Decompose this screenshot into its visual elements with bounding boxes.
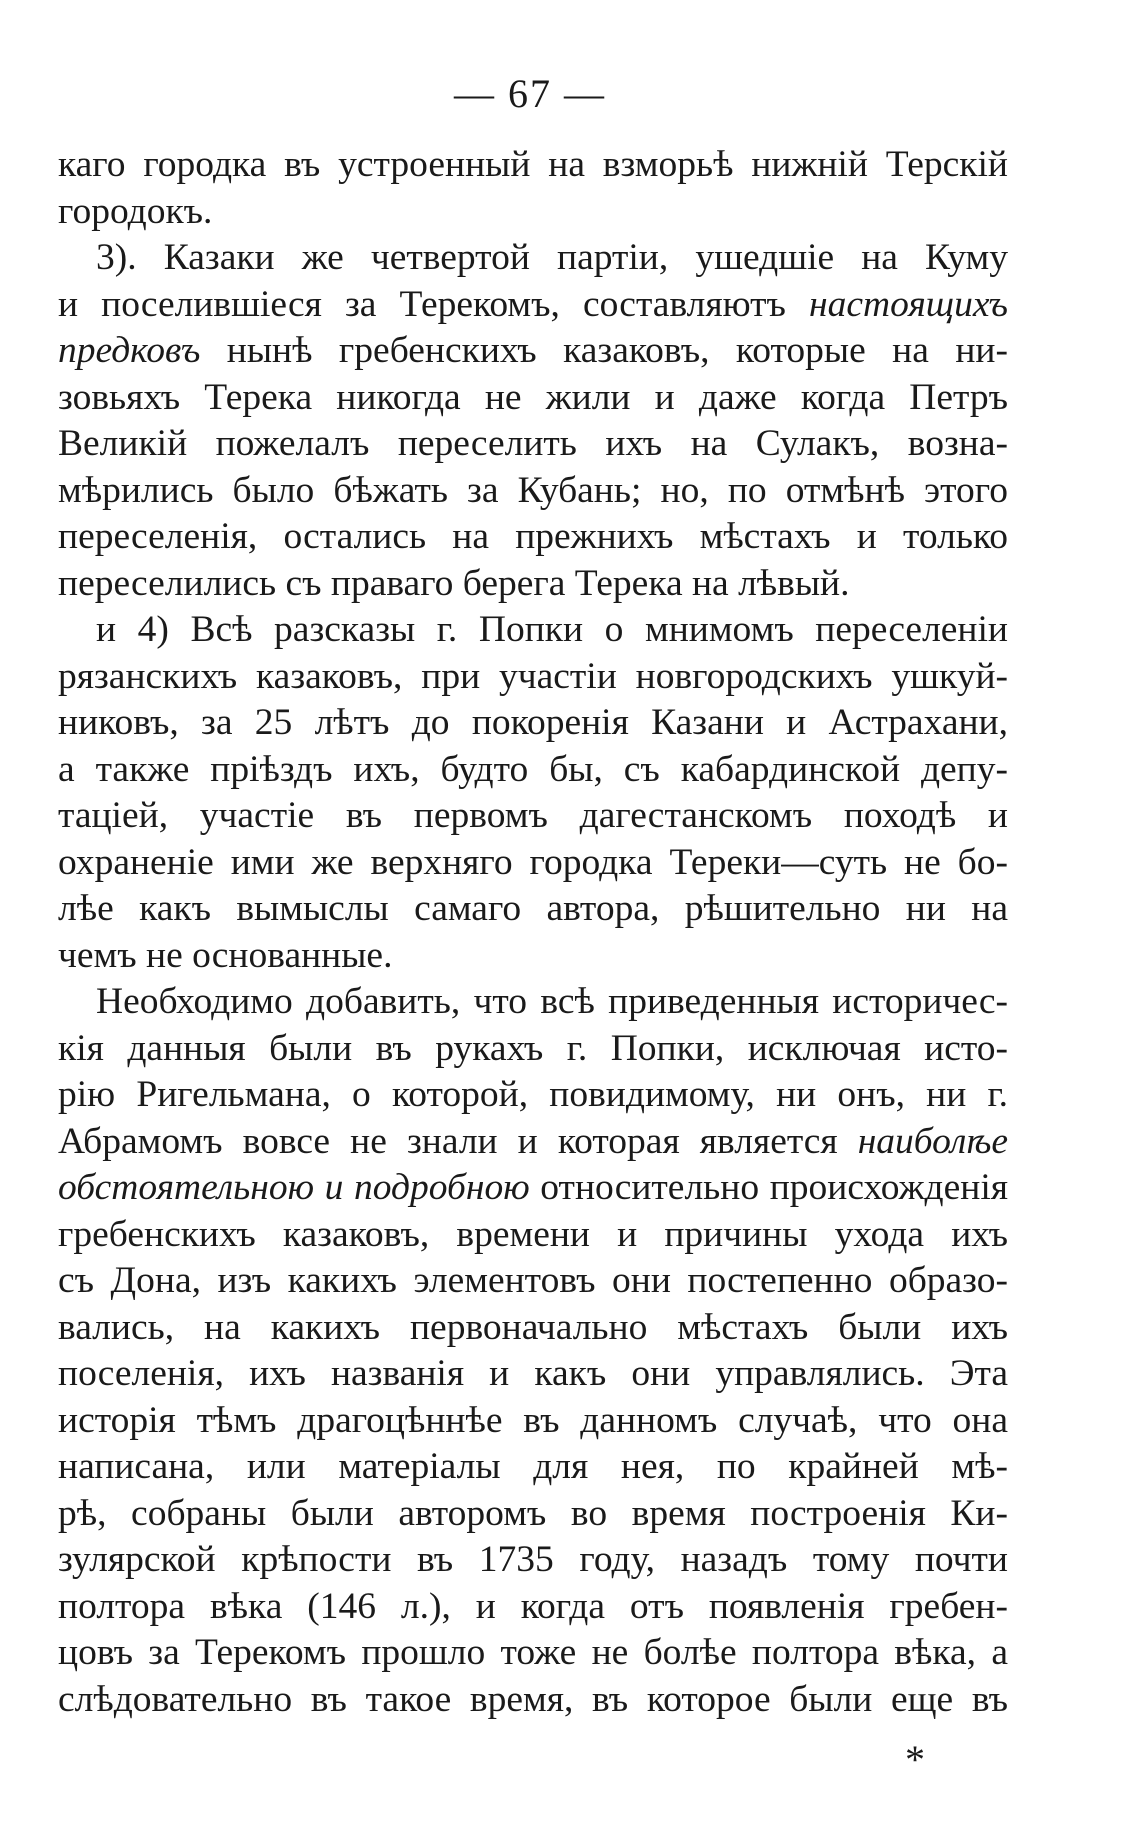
text-line	[58, 886, 1008, 933]
text-segment: съ Дона, изъ какихъ элементовъ они постепенно образо-	[58, 1260, 1008, 1301]
text-segment: и поселившіеся за Терекомъ, составляютъ	[58, 283, 809, 325]
text-line	[58, 1212, 1008, 1259]
page-number: — 67 —	[454, 71, 606, 116]
text-segment: Необходимо добавить, что всѣ приведенныя историчес-	[96, 981, 1008, 1022]
text-line	[58, 328, 1008, 375]
text-segment: городокъ.	[58, 190, 213, 232]
text-line	[58, 1072, 1008, 1119]
italic-segment: обстоятельною и подробною	[58, 1167, 530, 1208]
text-line	[58, 1165, 1008, 1212]
body-text	[58, 142, 1008, 1723]
footer-asterisk: *	[905, 1737, 925, 1782]
text-segment: кія данныя были въ рукахъ г. Попки, исключая исто-	[58, 1027, 1008, 1069]
italic-segment: настоящихъ	[809, 283, 1008, 325]
text-segment: цовъ за Терекомъ прошло тоже не болѣе полтора вѣка, а	[58, 1632, 1008, 1673]
text-line	[58, 1305, 1008, 1352]
text-segment: и 4) Всѣ разсказы г. Попки о мнимомъ переселеніи	[96, 609, 1008, 650]
text-line	[58, 1677, 1008, 1724]
text-line	[58, 933, 1008, 980]
text-segment: Абрамомъ вовсе не знали и которая является	[58, 1120, 858, 1162]
text-line	[58, 375, 1008, 422]
text-line	[58, 747, 1008, 794]
text-segment: Великій пожелалъ переселить ихъ на Сулакъ, возна-	[58, 423, 1008, 464]
text-line	[58, 235, 1008, 282]
text-line	[58, 979, 1008, 1026]
text-segment: рѣ, собраны были авторомъ во время построенія Ки-	[58, 1492, 1008, 1534]
text-segment: слѣдовательно въ такое время, въ которое были еще въ	[58, 1678, 1008, 1720]
text-segment: нынѣ гребенскихъ казаковъ, которые на ни-	[200, 330, 1008, 371]
text-segment: написана, или матеріалы для нея, по крайней мѣ-	[58, 1446, 1008, 1487]
text-line	[58, 1258, 1008, 1305]
text-segment: гребенскихъ казаковъ, времени и причины ухода ихъ	[58, 1213, 1008, 1255]
text-line	[58, 514, 1008, 561]
text-line	[58, 840, 1008, 887]
text-line	[58, 1119, 1008, 1166]
text-line	[58, 468, 1008, 515]
text-line	[58, 1444, 1008, 1491]
text-segment: чемъ не основанные.	[58, 934, 393, 976]
text-line	[58, 1398, 1008, 1445]
text-segment: никовъ, за 25 лѣтъ до покоренія Казани и Астрахани,	[58, 702, 1008, 743]
text-segment: лѣе какъ вымыслы самаго автора, рѣшительно ни на	[58, 888, 1008, 929]
text-line	[58, 282, 1008, 329]
italic-segment: наиболѣе	[857, 1120, 1008, 1162]
text-line	[58, 1026, 1008, 1073]
text-segment: зулярской крѣпости въ 1735 году, назадъ тому почти	[58, 1539, 1008, 1580]
text-line	[58, 1351, 1008, 1398]
text-segment: относительно происхожденія	[529, 1167, 1008, 1208]
text-segment: исторія тѣмъ драгоцѣннѣе въ данномъ случаѣ, что она	[58, 1399, 1008, 1441]
text-segment: вались, на какихъ первоначально мѣстахъ были ихъ	[58, 1306, 1008, 1348]
text-line	[58, 700, 1008, 747]
text-segment: 3). Казаки же четвертой партіи, ушедшіе на Куму	[96, 237, 1008, 278]
text-segment: рязанскихъ казаковъ, при участіи новгородскихъ ушкуй-	[58, 655, 1008, 697]
text-segment: охраненіе ими же верхняго городка Тереки—суть не бо-	[58, 841, 1008, 883]
text-segment: переселенія, остались на прежнихъ мѣстахъ и только	[58, 516, 1008, 557]
text-line	[58, 1584, 1008, 1631]
text-line	[58, 607, 1008, 654]
text-line	[58, 142, 1008, 189]
text-segment: мѣрились было бѣжать за Кубань; но, по отмѣнѣ этого	[58, 469, 1008, 511]
text-segment: а также пріѣздъ ихъ, будто бы, съ кабардинской депу-	[58, 748, 1008, 790]
text-line	[58, 1491, 1008, 1538]
text-segment: зовьяхъ Терека никогда не жили и даже когда Петръ	[58, 376, 1008, 418]
text-line	[58, 561, 1008, 608]
text-segment: рію Ригельмана, о которой, повидимому, ни онъ, ни г.	[58, 1074, 1008, 1115]
text-segment: таціей, участіе въ первомъ дагестанскомъ походѣ и	[58, 795, 1008, 836]
text-segment: переселились съ праваго берега Терека на лѣвый.	[58, 562, 850, 604]
text-line	[58, 421, 1008, 468]
text-segment: полтора вѣка (146 л.), и когда отъ появленія гребен-	[58, 1585, 1008, 1627]
text-line	[58, 1630, 1008, 1677]
text-segment: поселенія, ихъ названія и какъ они управлялись. Эта	[58, 1353, 1008, 1394]
italic-segment: предковъ	[58, 330, 201, 371]
text-line	[58, 793, 1008, 840]
text-line	[58, 654, 1008, 701]
text-line	[58, 189, 1008, 236]
text-line	[58, 1537, 1008, 1584]
text-segment: каго городка въ устроенный на взморьѣ нижній Терскій	[58, 144, 1008, 185]
